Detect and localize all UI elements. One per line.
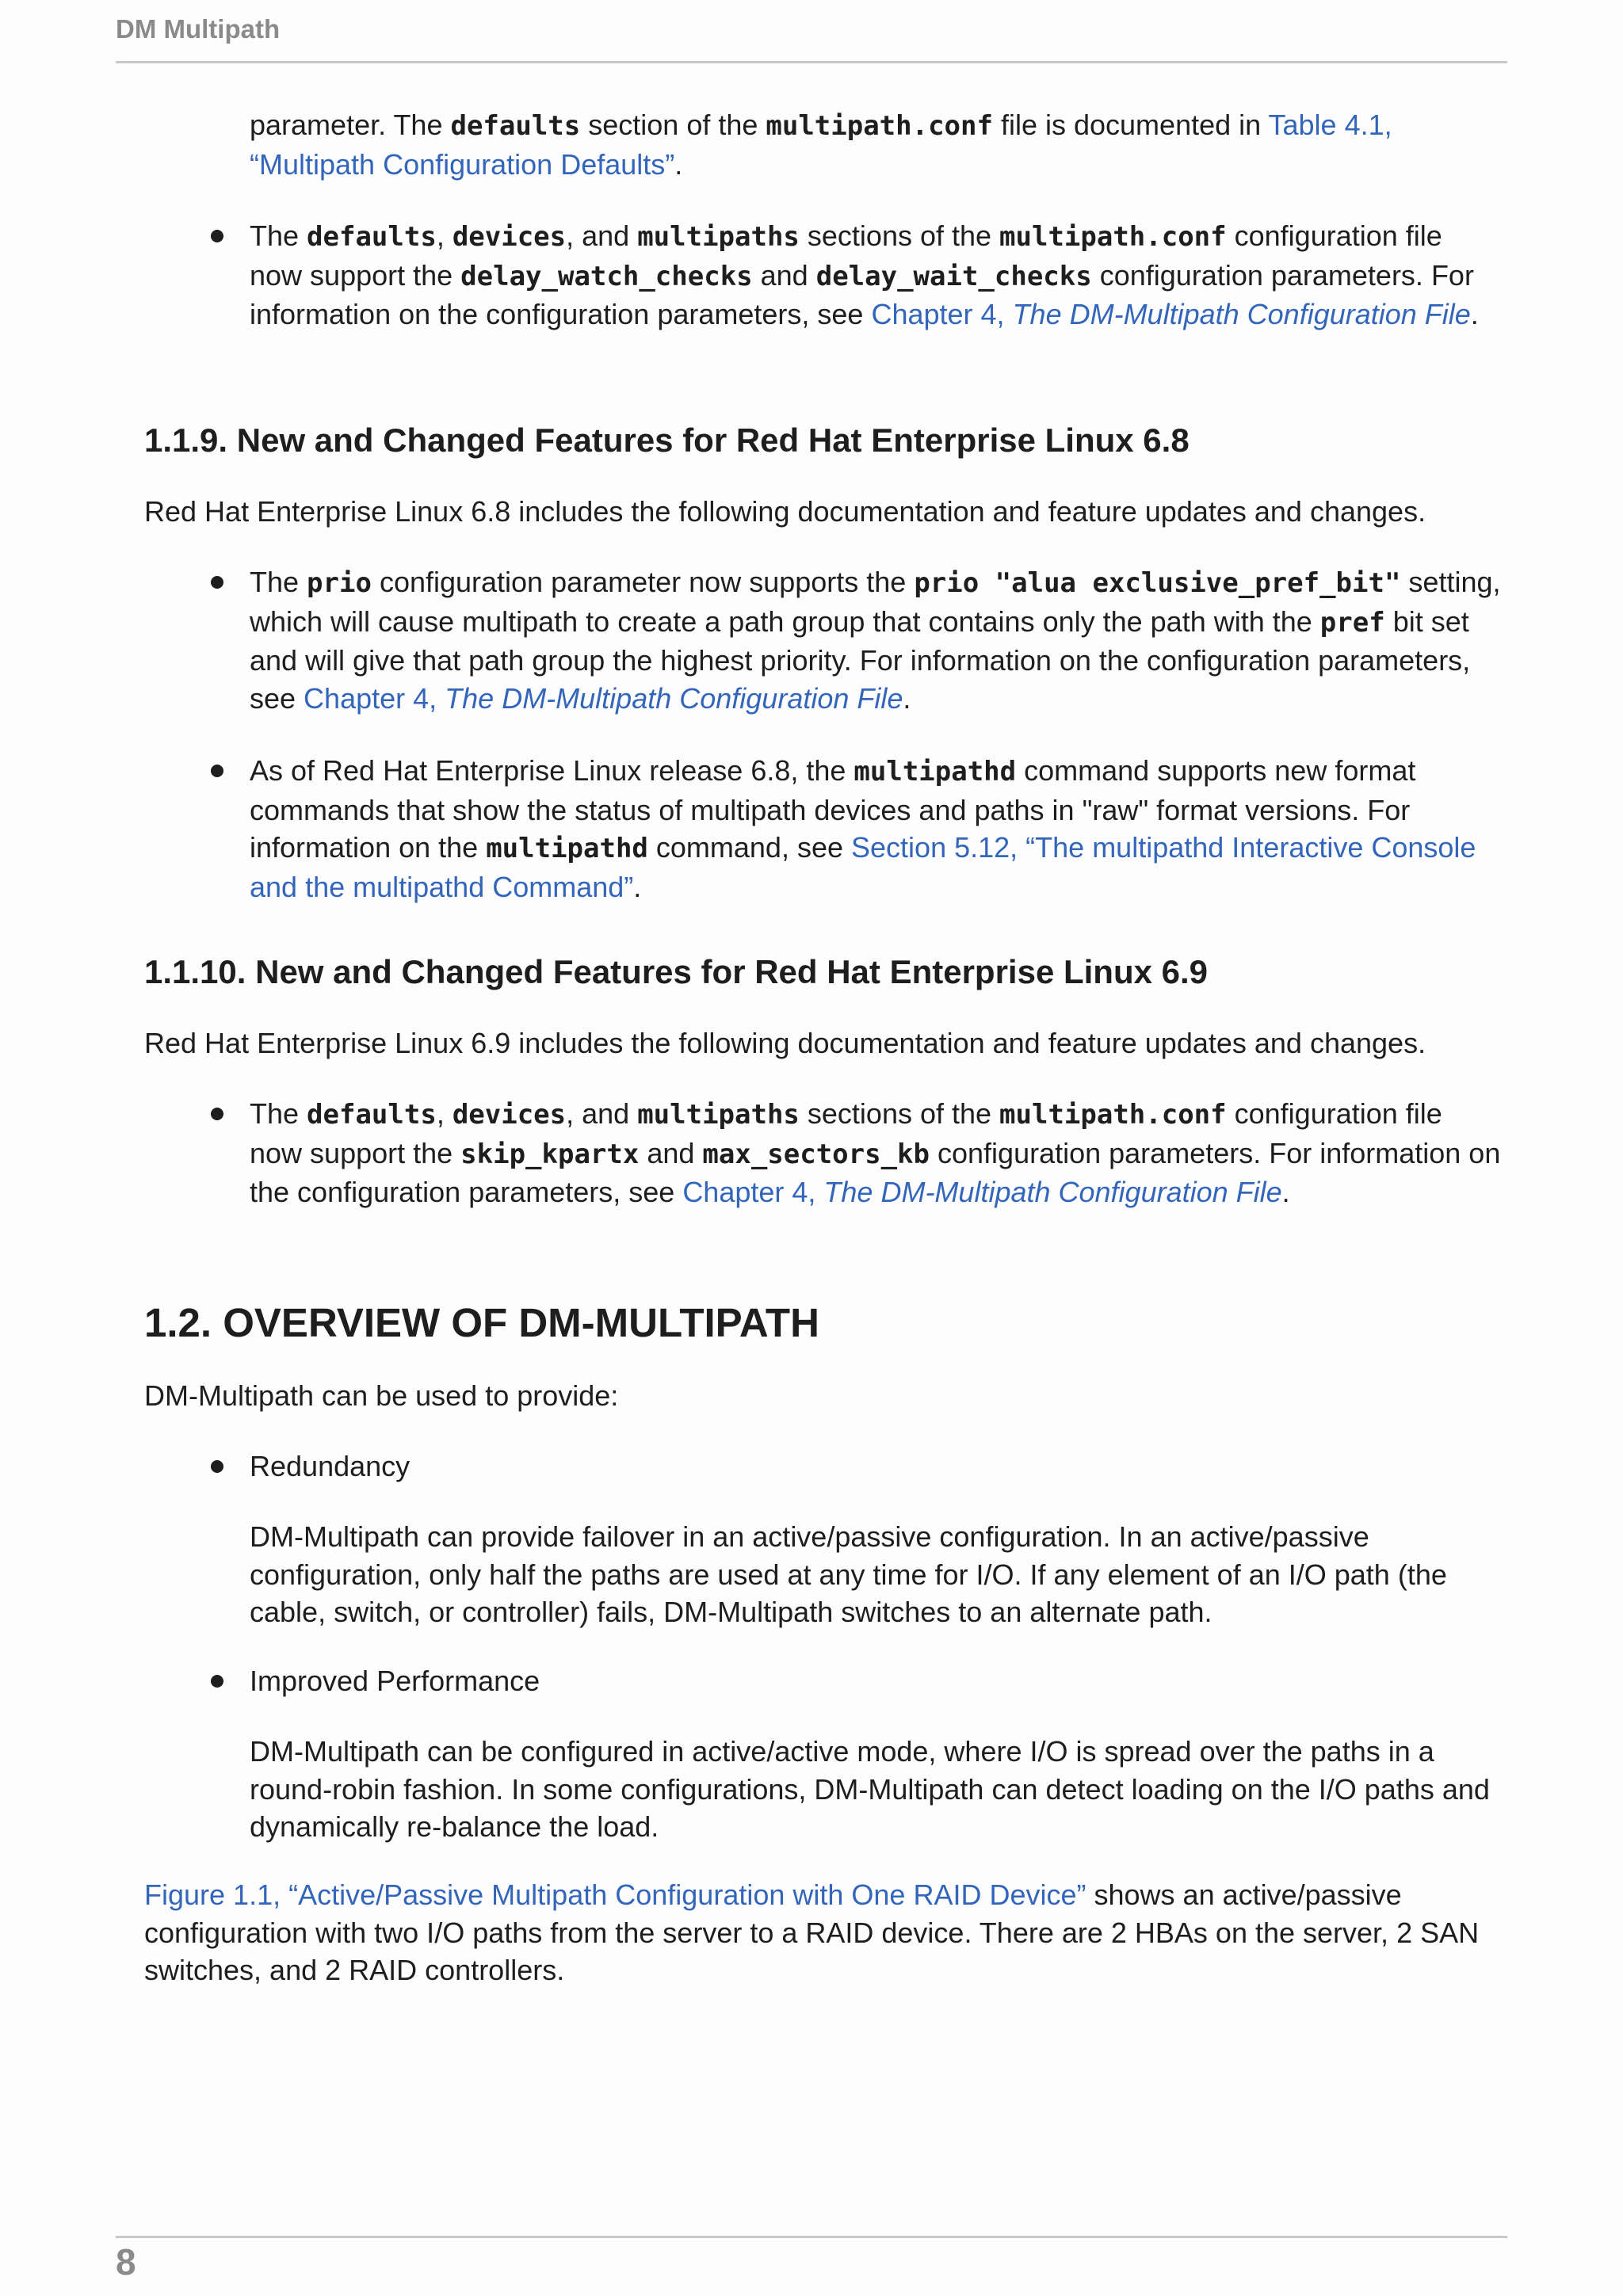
text: , and — [566, 219, 638, 252]
list-item-prio — [250, 563, 1502, 717]
link-figure-1-1[interactable]: Figure 1.1, “Active/Passive Multipath Configuration with One RAID Device” — [144, 1878, 1086, 1911]
text: section of the — [580, 109, 766, 141]
header-rule — [116, 61, 1507, 63]
link-text: Chapter 4, — [871, 298, 1013, 330]
link-title: The DM-Multipath Configuration File — [823, 1176, 1282, 1208]
code-devices: devices — [452, 221, 567, 253]
bullet-icon — [211, 1460, 223, 1473]
bullet-icon — [211, 576, 223, 589]
text: shows an active/passive configuration with two I/O paths from the server to a RAID device. There are 2 HBAs on the server, 2 SAN switches, and 2 RAID controllers. — [144, 1878, 1480, 1986]
code-prio-alua: prio "alua exclusive_pref_bit" — [914, 567, 1401, 599]
section-intro: Red Hat Enterprise Linux 6.8 includes the following documentation and feature updates and changes. — [144, 495, 1426, 528]
text: file is documented in — [992, 109, 1269, 141]
link-table-4-1[interactable]: Table 4.1, “Multipath Configuration Defaults” — [250, 109, 1392, 181]
text: configuration file now support the — [250, 219, 1442, 292]
code-defaults: defaults — [307, 221, 437, 253]
code-multipathd: multipathd — [486, 833, 648, 864]
text: . — [903, 681, 911, 715]
text: and — [752, 258, 816, 292]
section-heading-1-1-9: 1.1.9. New and Changed Features for Red Hat Enterprise Linux 6.8 — [144, 421, 1190, 459]
bullet-icon — [211, 230, 223, 242]
text: configuration parameters. For information on the configuration parameters, see — [250, 1136, 1501, 1208]
running-header: DM Multipath — [116, 14, 281, 44]
code-multipathd: multipathd — [854, 756, 1017, 788]
list-item-multipathd — [250, 752, 1502, 906]
text: sections of the — [799, 1097, 1000, 1130]
list-item-title-performance: Improved Performance — [250, 1665, 540, 1697]
bullet-icon — [211, 1108, 223, 1120]
text: command supports new format commands that show the status of multipath devices and paths in "raw" format versions. For information on the — [250, 754, 1416, 864]
list-item-skip-kpartx — [250, 1095, 1502, 1211]
list-item-body-redundancy: DM-Multipath can provide failover in an active/passive configuration. In an active/passive configuration, only half the paths are used at any time for I/O. If any element of an I/O path (the cable, switch, or controller) fails, DM-Multipath switches to an alternate path. — [250, 1520, 1447, 1628]
text: command, see — [647, 831, 852, 864]
list-item-title-redundancy: Redundancy — [250, 1450, 411, 1482]
link-chapter-4[interactable] — [682, 1176, 1281, 1208]
text: parameter. The — [250, 109, 451, 141]
text: configuration file now support the — [250, 1097, 1442, 1169]
text: , — [436, 1097, 453, 1130]
footer-rule — [116, 2236, 1507, 2238]
section-heading-1-1-10: 1.1.10. New and Changed Features for Red Hat Enterprise Linux 6.9 — [144, 953, 1209, 990]
code-multipaths: multipaths — [637, 1099, 800, 1131]
link-section-5-12[interactable]: Section 5.12, “The multipathd Interactive Console and the multipathd Command” — [250, 831, 1476, 903]
link-chapter-4[interactable] — [871, 298, 1470, 330]
text: sections of the — [799, 219, 1000, 252]
code-defaults: defaults — [450, 110, 581, 142]
link-title: The DM-Multipath Configuration File — [1012, 298, 1471, 330]
list-item-body-performance: DM-Multipath can be configured in active/active mode, where I/O is spread over the paths in a round-robin fashion. In some configurations, DM-Multipath can detect loading on the I/O paths and dynamically re-balance the load. — [250, 1735, 1490, 1843]
closing-paragraph — [144, 1876, 1507, 1989]
text: The — [250, 219, 307, 252]
link-text: Chapter 4, — [304, 681, 445, 715]
code-delay-watch-checks: delay_watch_checks — [460, 260, 753, 292]
code-multipath-conf: multipath.conf — [999, 221, 1227, 253]
text: , and — [566, 1097, 638, 1130]
text: . — [1281, 1176, 1290, 1208]
code-devices: devices — [452, 1099, 567, 1131]
code-pref: pref — [1319, 606, 1385, 639]
text: . — [674, 147, 683, 181]
code-multipath-conf: multipath.conf — [766, 110, 993, 142]
text: The — [250, 566, 307, 598]
section-heading-1-2: 1.2. OVERVIEW OF DM-MULTIPATH — [144, 1300, 819, 1345]
code-multipath-conf: multipath.conf — [999, 1099, 1227, 1131]
link-chapter-4[interactable] — [304, 682, 903, 715]
text: bit set and will give that path group the highest priority. For information on the configuration parameters, see — [250, 605, 1471, 715]
code-defaults: defaults — [307, 1099, 437, 1131]
page-number: 8 — [116, 2241, 136, 2283]
code-prio: prio — [307, 567, 372, 599]
list-item-delay-checks — [250, 217, 1502, 334]
continuation-paragraph — [250, 106, 1502, 183]
section-intro: DM-Multipath can be used to provide: — [144, 1379, 619, 1412]
code-max-sectors-kb: max_sectors_kb — [702, 1138, 930, 1170]
code-delay-wait-checks: delay_wait_checks — [815, 260, 1092, 292]
bullet-icon — [211, 1675, 223, 1688]
text: As of Red Hat Enterprise Linux release 6.8, the — [250, 754, 854, 787]
text: . — [1470, 298, 1479, 330]
text: configuration parameters. For information on the configuration parameters, see — [250, 258, 1474, 330]
bullet-icon — [211, 765, 223, 777]
section-intro: Red Hat Enterprise Linux 6.9 includes the following documentation and feature updates and changes. — [144, 1027, 1426, 1059]
code-multipaths: multipaths — [637, 221, 800, 253]
text: The — [250, 1097, 307, 1130]
text: configuration parameter now supports the — [371, 566, 915, 598]
code-skip-kpartx: skip_kpartx — [460, 1138, 640, 1170]
link-text: Chapter 4, — [682, 1176, 824, 1208]
text: , — [436, 219, 453, 252]
link-title: The DM-Multipath Configuration File — [445, 681, 903, 715]
text: . — [633, 870, 642, 903]
text: setting, which will cause multipath to create a path group that contains only the path with the — [250, 566, 1501, 638]
text: and — [639, 1136, 703, 1169]
